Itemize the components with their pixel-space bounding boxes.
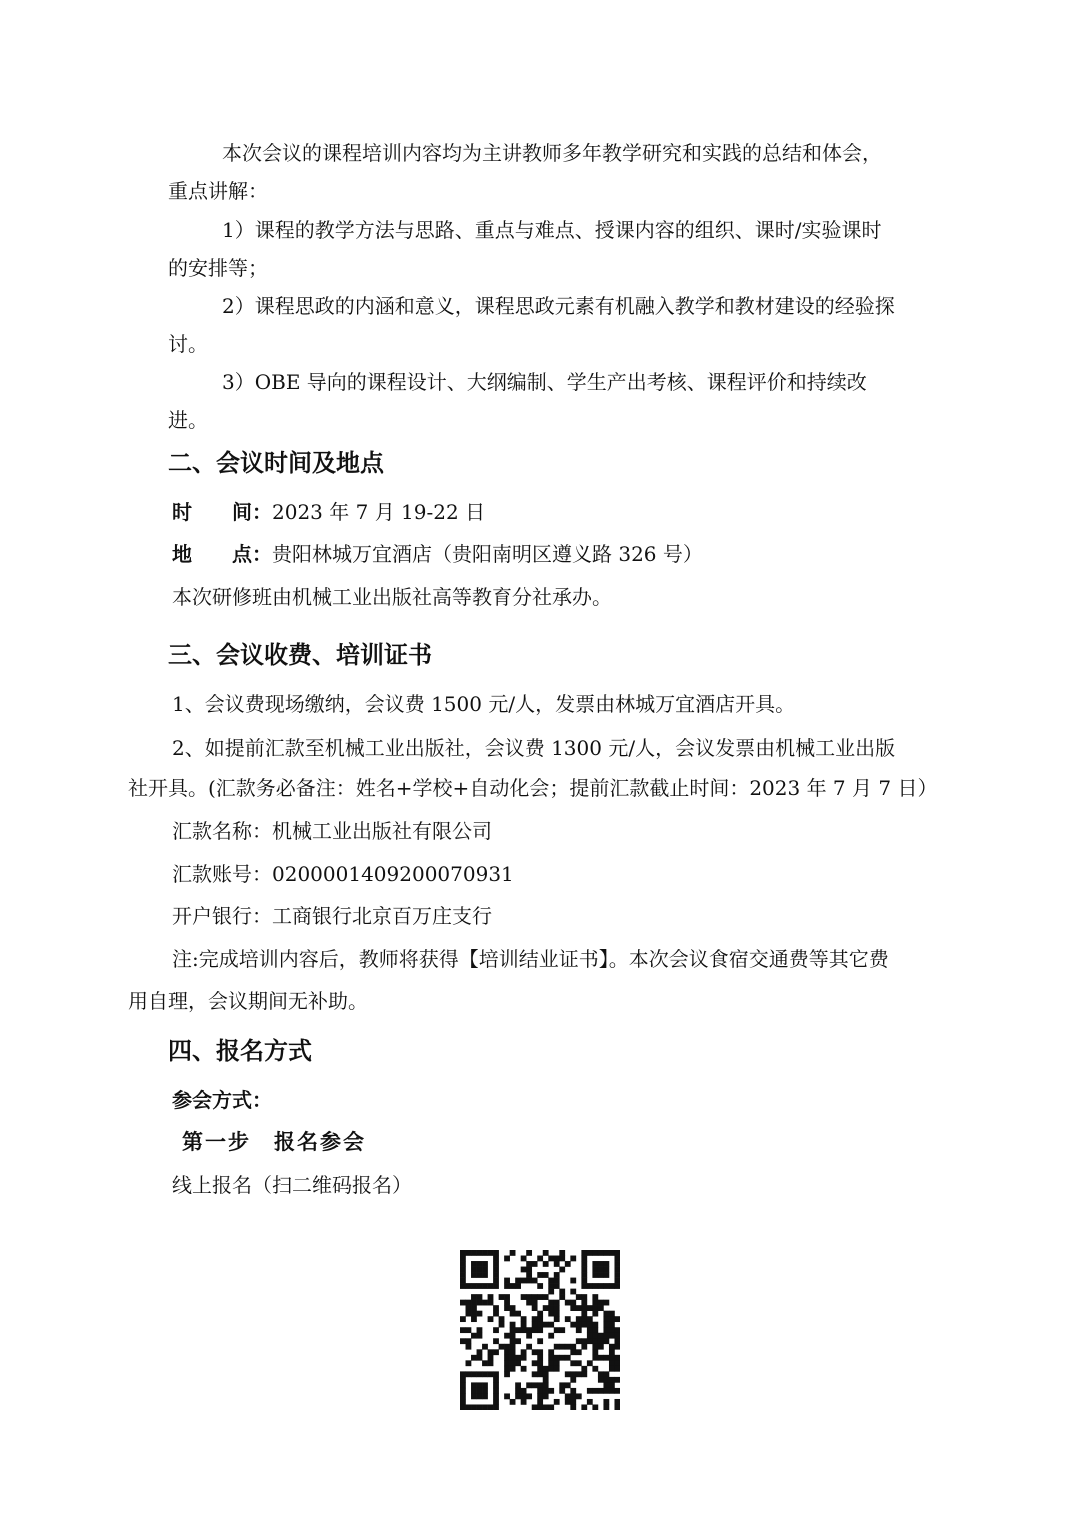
qr-code-icon: [460, 1250, 620, 1410]
intro-item-1: 1）课程的教学方法与思路、重点与难点、授课内容的组织、课时/实验课时: [222, 218, 882, 242]
account-number: 汇款账号：0200001409200070931: [172, 862, 514, 886]
section-2-heading: 二、会议时间及地点: [168, 449, 384, 477]
method-label: 参会方式：: [172, 1088, 272, 1112]
account-name: 汇款名称：机械工业出版社有限公司: [172, 819, 492, 843]
note-line-2: 用自理，会议期间无补助。: [128, 989, 368, 1013]
fee-item-2-cont: 社开具。(汇款务必备注：姓名+学校+自动化会；提前汇款截止时间：2023 年 7 月 7 日）: [128, 776, 938, 800]
step-1-title: 第一步 报名参会: [182, 1130, 366, 1154]
place-row: [172, 539, 703, 569]
intro-item-2: 2）课程思政的内涵和意义，课程思政元素有机融入教学和教材建设的经验探: [222, 294, 895, 318]
intro-line-2: 重点讲解：: [168, 179, 268, 203]
intro-item-2-cont: 讨。: [168, 332, 208, 356]
note-line-1: 注:完成培训内容后，教师将获得【培训结业证书】。本次会议食宿交通费等其它费: [172, 947, 889, 971]
time-value: 2023 年 7 月 19-22 日: [272, 500, 486, 524]
place-value: 贵阳林城万宜酒店（贵阳南明区遵义路 326 号）: [272, 542, 703, 566]
registration-qr-code[interactable]: [460, 1250, 620, 1410]
intro-item-1-cont: 的安排等；: [168, 256, 268, 280]
bank-name: 开户银行：工商银行北京百万庄支行: [172, 904, 492, 928]
time-label: 时 间：: [172, 500, 272, 524]
time-row: [172, 497, 485, 527]
intro-line-1: 本次会议的课程培训内容均为主讲教师多年教学研究和实践的总结和体会，: [222, 141, 882, 165]
section-4-heading: 四、报名方式: [168, 1037, 312, 1065]
online-registration: 线上报名（扫二维码报名）: [172, 1173, 412, 1197]
fee-item-2: 2、如提前汇款至机械工业出版社，会议费 1300 元/人，会议发票由机械工业出版: [172, 736, 896, 760]
intro-item-3-cont: 进。: [168, 408, 208, 432]
fee-item-1: 1、会议费现场缴纳，会议费 1500 元/人，发票由林城万宜酒店开具。: [172, 692, 796, 716]
section-3-heading: 三、会议收费、培训证书: [168, 641, 432, 669]
organizer-text: 本次研修班由机械工业出版社高等教育分社承办。: [172, 585, 612, 609]
place-label: 地 点：: [172, 542, 272, 566]
intro-item-3: 3）OBE 导向的课程设计、大纲编制、学生产出考核、课程评价和持续改: [222, 370, 867, 394]
